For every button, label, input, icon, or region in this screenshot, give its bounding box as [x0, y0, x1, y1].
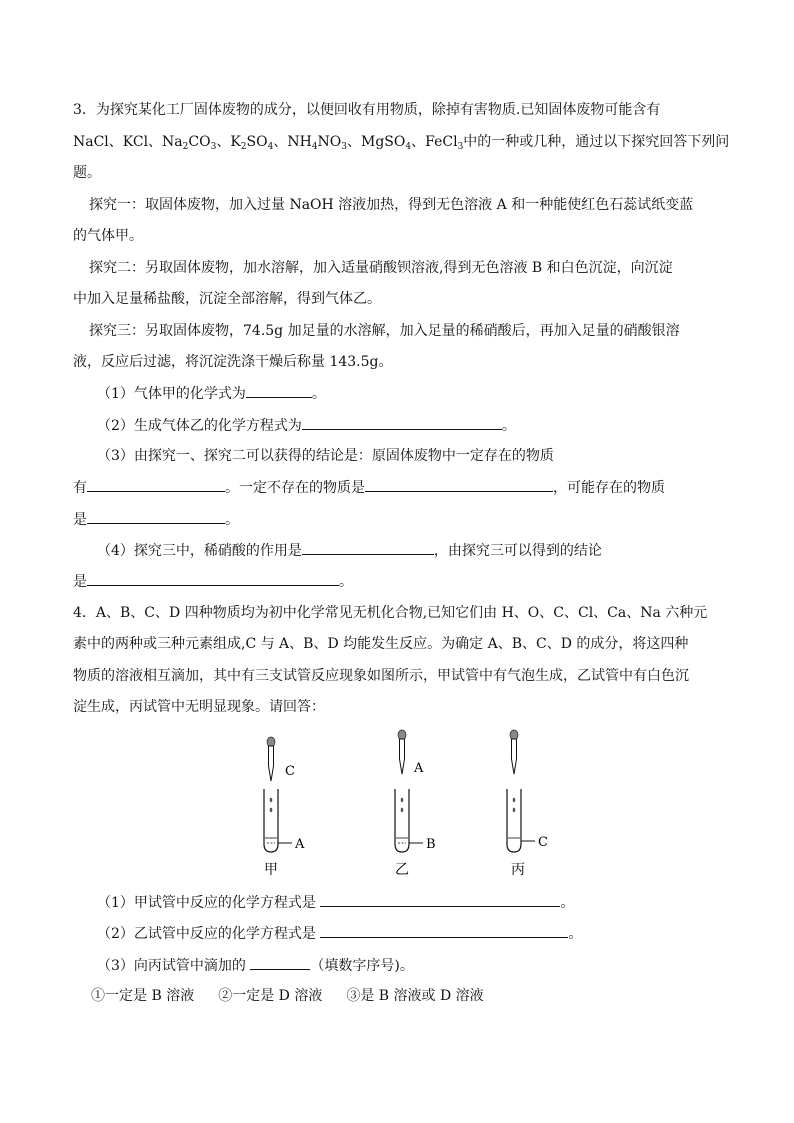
q3-sub3-blank-notexist[interactable]	[365, 477, 553, 492]
period: 。	[311, 386, 326, 402]
drop-icon	[270, 808, 273, 812]
q3-sub4-is: 是	[73, 574, 87, 590]
tube-name: 乙	[395, 862, 409, 878]
q3-intro-line2-text: 中的一种或几种，通过以下探究回答下列问	[463, 134, 730, 150]
period: 。	[560, 895, 575, 911]
q4-intro-line4: 淀生成，丙试管中无明显现象。请回答：	[73, 699, 325, 715]
q3-sub3-line3	[73, 509, 239, 530]
q3-explore3-line1: 探究三：另取固体废物，74.5g 加足量的水溶解，加入足量的稀硝酸后，再加入足量的硝酸银溶	[89, 323, 680, 339]
q3-sub2	[97, 415, 516, 436]
q3-sub1-blank[interactable]	[246, 383, 312, 398]
tube-label: C	[538, 835, 548, 850]
dropper-icon	[512, 739, 517, 774]
q3-sub3-have: 有	[73, 480, 87, 496]
drop-icon	[401, 798, 404, 802]
q4-sub2	[97, 923, 582, 944]
q4-sub3-text: （3）向丙试管中滴加的	[97, 958, 246, 974]
q4-sub3	[97, 955, 414, 976]
period: 。	[568, 926, 583, 942]
q3-explore3-line2: 液，反应后过滤，将沉淀洗涤干燥后称量 143.5g。	[73, 354, 393, 370]
q3-sub3-blank-exist[interactable]	[87, 477, 225, 492]
q4-sub2-blank[interactable]	[320, 923, 568, 938]
q3-sub2-blank[interactable]	[302, 415, 502, 430]
tube-label: A	[295, 837, 305, 852]
q3-sub4-text: （4）探究三中，稀硝酸的作用是	[97, 543, 302, 559]
q4-intro-line1: 4．A、B、C、D 四种物质均为初中化学常见无机化合物,已知它们由 H、O、C、Cl、Ca、Na 六种元	[73, 605, 708, 621]
q4-option-3[interactable]: ③是 B 溶液或 D 溶液	[346, 988, 484, 1004]
q3-sub3-is: 是	[73, 512, 87, 528]
drop-icon	[401, 808, 404, 812]
drop-icon	[513, 808, 516, 812]
tube-name: 甲	[264, 862, 278, 878]
q3-sub4	[97, 540, 602, 561]
drop-icon	[513, 798, 516, 802]
q3-sub4-blank-role[interactable]	[302, 540, 434, 555]
q3-intro-line1: 3．为探究某化工厂固体废物的成分，以便回收有用物质，除掉有害物质.已知固体废物可能含有	[73, 102, 661, 118]
drop-icon	[270, 798, 273, 802]
q3-sub3-maybe-text: ，可能存在的物质	[553, 480, 665, 496]
q4-option-2[interactable]: ②一定是 D 溶液	[218, 988, 323, 1004]
q4-sub3-hint: （填数字序号)。	[310, 958, 414, 974]
q3-sub3-line2	[73, 477, 665, 498]
q4-options	[91, 986, 508, 1006]
q4-sub2-text: （2）乙试管中反应的化学方程式是	[97, 926, 316, 942]
q3-sub4-blank-conclusion[interactable]	[87, 571, 339, 586]
tube-label: B	[426, 837, 436, 852]
q3-sub4-mid: ，由探究三可以得到的结论	[433, 543, 602, 559]
q3-explore2-line2: 中加入足量稀盐酸，沉淀全部溶解，得到气体乙。	[73, 291, 381, 307]
dropper-icon	[269, 746, 274, 781]
q4-sub1-text: （1）甲试管中反应的化学方程式是	[97, 895, 316, 911]
q3-sub1-text: （1）气体甲的化学式为	[97, 386, 246, 402]
q3-sub2-text: （2）生成气体乙的化学方程式为	[97, 418, 302, 434]
q3-sub3-blank-maybe[interactable]	[87, 509, 225, 524]
q4-intro-line3: 物质的溶液相互滴加，其中有三支试管反应现象如图所示，甲试管中有气泡生成，乙试管中有白色沉	[73, 668, 689, 684]
period: 。	[339, 574, 353, 590]
tube-bing-group	[507, 730, 548, 852]
period: 。	[501, 418, 516, 434]
q4-sub3-blank[interactable]	[250, 955, 310, 970]
tube-name: 丙	[511, 862, 525, 878]
q4-sub1-blank[interactable]	[320, 892, 560, 907]
q3-intro-line3: 题。	[73, 165, 101, 181]
dropper-label: A	[414, 761, 424, 776]
q3-explore1-line2: 的气体甲。	[73, 228, 143, 244]
period: 。	[225, 512, 239, 528]
test-tube-figure	[0, 725, 794, 885]
q3-sub3: （3）由探究一、探究二可以获得的结论是：原固体废物中一定存在的物质	[97, 448, 554, 464]
q4-intro-line2: 素中的两种或三种元素组成,C 与 A、B、D 均能发生反应。为确定 A、B、C、D 的成分，将这四种	[73, 636, 689, 652]
q4-option-1[interactable]: ①一定是 B 溶液	[91, 988, 195, 1004]
tube-jia-group	[264, 737, 305, 852]
q4-sub1	[97, 892, 574, 913]
q3-explore1-line1: 探究一：取固体废物，加入过量 NaOH 溶液加热，得到无色溶液 A 和一种能使红色石蕊试纸变蓝	[89, 197, 694, 213]
q3-explore2-line1: 探究二：另取固体废物，加水溶解，加入适量硝酸钡溶液,得到无色溶液 B 和白色沉淀，向沉淀	[89, 260, 673, 276]
tube-yi-group	[395, 730, 436, 852]
q3-intro-line2: NaCl、KCl、$Na_2CO_3$、$K_2SO_4$、$NH_4NO_3$、MgSO$_4$、FeCl$_3$中的一种或几种，通过以下探究回答下列问	[73, 134, 730, 152]
q3-sub4-line2	[73, 571, 353, 592]
dropper-icon	[400, 739, 405, 774]
dropper-label: C	[285, 764, 295, 779]
q3-sub1	[97, 383, 326, 404]
q3-sub3-notexist-text: 。一定不存在的物质是	[225, 480, 365, 496]
